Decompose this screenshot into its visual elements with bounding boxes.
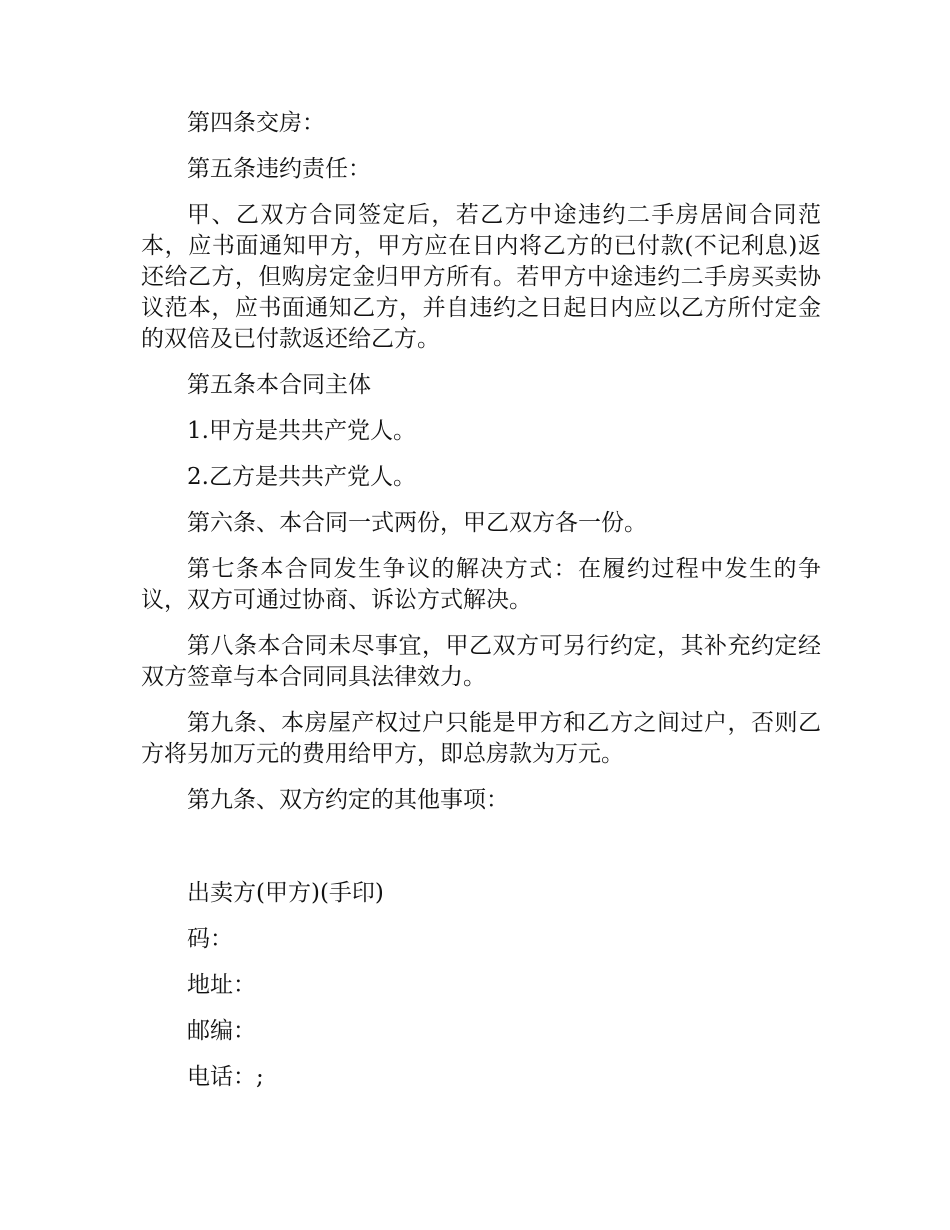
address-line: 地址：: [187, 972, 256, 998]
clause-party-b: 2.乙方是共共产党人。: [187, 464, 416, 490]
clause-party-a: 1.甲方是共共产党人。: [187, 418, 416, 444]
document-body: [141, 108, 821, 1108]
clause-other-matters: 第九条、双方约定的其他事项：: [187, 787, 509, 813]
signature-spacer: [141, 831, 821, 878]
clause-breach-heading: 第五条违约责任：: [187, 156, 371, 182]
phone-line: 电话：;: [187, 1064, 264, 1090]
seller-signature-line: 出卖方(甲方)(手印): [187, 880, 384, 906]
clause-supplementary: 第八条本合同未尽事宜，甲乙双方可另行约定，其补充约定经双方签章与本合同同具法律效力。: [141, 633, 821, 690]
clause-delivery: 第四条交房：: [187, 110, 325, 136]
clause-parties-heading: 第五条本合同主体: [187, 372, 371, 398]
clause-transfer: 第九条、本房屋产权过户只能是甲方和乙方之间过户，否则乙方将另加万元的费用给甲方，即总房款为万元。: [141, 710, 821, 767]
clause-copies: 第六条、本合同一式两份，甲乙双方各一份。: [187, 510, 647, 536]
clause-breach-body: 甲、乙双方合同签定后，若乙方中途违约二手房居间合同范本，应书面通知甲方，甲方应在日内将乙方的已付款(不记利息)返还给乙方，但购房定金归甲方所有。若甲方中途违约二手房买卖协议范本，应书面通知乙方，并自违约之日起日内应以乙方所付定金的双倍及已付款返还给乙方。: [141, 202, 821, 352]
clause-dispute: 第七条本合同发生争议的解决方式：在履约过程中发生的争议，双方可通过协商、诉讼方式解决。: [141, 556, 821, 613]
postcode-line: 邮编：: [187, 1018, 256, 1044]
code-line: 码：: [187, 926, 233, 952]
